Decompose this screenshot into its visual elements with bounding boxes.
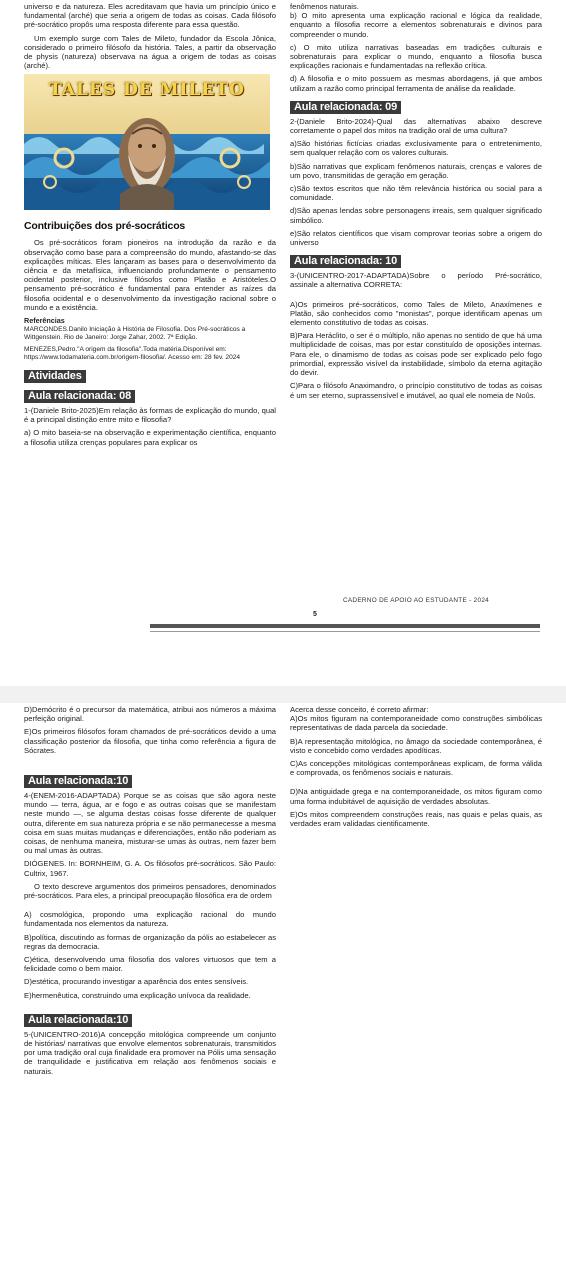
intro-paragraph-1: universo e da natureza. Eles acreditavam que havia um princípio único e fundamental (arché) que seria a origem de todas as coisas. Cada filósofo pré-socrático propôs uma resposta diferente para essa questão. (24, 2, 276, 30)
page-separator (0, 686, 566, 703)
question-4-option-b: B)política, discutindo as formas de organização da pólis ao estabelecer as regras da democracia. (24, 932, 276, 951)
activities-heading: Atividades (24, 370, 86, 383)
question-5-option-b: B)A representação mitológica, no âmago da sociedade contemporânea, é visto e concebido como verdades apodíticas. (290, 736, 542, 755)
question-1-option-a: a) O mito baseia-se na observação e experimentação científica, enquanto a filosofia utiliza crenças populares para explicar os (24, 428, 276, 447)
aula-08-heading: Aula relacionada: 08 (24, 390, 135, 403)
references-title: Referências (24, 316, 65, 326)
aula-10-heading-page2: Aula relacionada:10 (24, 775, 132, 788)
tales-de-mileto-banner (24, 74, 270, 210)
question-4-stem: O texto descreve argumentos dos primeiros pensadores, denominados pré-socráticos. Para eles, a principal preocupação filosófica era de ordem (24, 881, 276, 901)
question-4-option-e: E)hermenêutica, construindo uma explicação unívoca da realidade. (24, 990, 251, 1000)
footer-rule (150, 624, 540, 628)
question-5-option-c: C)As concepções mitológicas contemporâneas explicam, de forma válida e comprovada, os fenômenos sociais e naturais. (290, 759, 542, 778)
question-2-stem: 2-(Daniele Brito-2024)-Qual das alternativas abaixo descreve corretamente o papel dos mitos na tradição oral de uma cultura? (290, 116, 542, 136)
question-4-option-d: D)estética, procurando investigar a aparência dos entes sensíveis. (24, 977, 249, 987)
question-3-option-e: E)Os primeiros filósofos foram chamados de pré-socráticos devido a uma classificação posterior da filosofia, que tinha como referência a figura de Sócrates. (24, 727, 276, 755)
footer-rule-thin (150, 631, 540, 632)
question-1-option-a-continued: fenômenos naturais. (290, 2, 359, 11)
question-1-option-c: c) O mito utiliza narrativas baseadas em tradições culturais e sobrenaturais para explicar o mundo, enquanto a filosofia busca explicações racionais e fundamentadas na reflexão crítica. (290, 42, 542, 71)
reference-2: MENEZES,Pedro."A origem da filosofia".Toda matéria.Disponível em: https://www.todamateria.com.br/origem-filosofia/. Acesso em: 28 fev. 2024 (24, 346, 241, 362)
question-3-option-d: D)Demócrito é o precursor da matemática, atribui aos números a máxima perfeição original. (24, 705, 276, 724)
aula-09-heading: Aula relacionada: 09 (290, 101, 401, 114)
intro-paragraph-2: Um exemplo surge com Tales de Mileto, fundador da Escola Jônica, considerado o primeiro filósofo da história. Tales, a partir da observação de physis (natureza) observava na água a origem de todas as coisas (arché). (24, 33, 276, 71)
contributions-paragraph: Os pré-socráticos foram pioneiros na introdução da razão e da observação como base para a compreensão do mundo, afastando-se das explicações míticas. Eles lançaram as bases para o desenvolvimento da ciência e da metafísica, influenciando profundamente o pensamento ocidental posterior, inclusive filósofos como Platão e Aristóteles.O pensamento pré-socrático é fundamental para entender as raízes da filosofia ocidental e o desenvolvimento da investigação racional sobre o mundo e a existência. (24, 238, 276, 312)
question-3-option-a: A)Os primeiros pré-socráticos, como Tales de Mileto, Anaxímenes e Platão, são conhecidos como "monistas", porque identificam apenas um elemento constitutivo de todas as coisas. (290, 299, 542, 328)
question-4-text: 4-(ENEM-2016-ADAPTADA) Porque se as coisas que são agora neste mundo — terra, água, ar e fogo e as outras coisas que se manifestam neste mundo —, se alguma destas coisas fosse diferente de qualquer outra, diferente em sua natureza própria e se não permanecesse a mesma coisa em suas muitas mudanças e diferenciações, então não poderiam as coisas, de nenhuma maneira, misturar-se umas às outras, nem fazer bem ou mal umas às outras. (24, 791, 276, 856)
question-2-option-d: d)São apenas lendas sobre personagens irreais, sem qualquer significado simbólico. (290, 206, 542, 225)
question-5-text: 5-(UNICENTRO-2016)A concepção mitológica compreende um conjunto de histórias/ narrativas que envolve elementos sobrenaturais, transmitidos por uma tradição oral cuja finalidade era promover na Pólis uma sensação de tranquilidade e justificativa em relação aos fenômenos sociais e naturais. (24, 1029, 276, 1076)
question-4-option-c: C)ética, desenvolvendo uma filosofia dos valores virtuosos que tem a felicidade como o bem maior. (24, 955, 276, 974)
page1-left-column (24, 2, 276, 451)
question-4-option-a: A) cosmológica, propondo uma explicação racional do mundo fundamentada nos elementos da natureza. (24, 910, 276, 929)
banner-title: TALES DE MILETO (49, 80, 245, 101)
question-3-option-b: B)Para Heráclito, o ser é o múltiplo, não apenas no sentido de que há uma multiplicidade de coisas, mas por estar constituído de oposições internas. Para ele, o dinamismo de todas as coisas pode ser explicado pelo fogo primordial, expressão visível da instabilidade, símbolo da eterna agitação do devir. (290, 331, 542, 378)
question-2-option-c: c)São textos escritos que não têm relevância histórica ou social para a comunidade. (290, 184, 542, 203)
page2-left-column (24, 705, 276, 1080)
document-page-2 (0, 703, 566, 1284)
question-3-stem: 3-(UNICENTRO-2017-ADAPTADA)Sobre o período Pré-socrático, assinale a alternativa CORRETA: (290, 271, 542, 290)
page1-right-column (290, 2, 542, 404)
aula-10-heading-page2-b: Aula relacionada:10 (24, 1014, 132, 1027)
question-3-option-c: C)Para o filósofo Anaximandro, o princípio constitutivo de todas as coisas é um ser eterno, suprassensível e imutável, ao qual ele nomeia de Noûs. (290, 381, 542, 400)
question-2-option-b: b)São narrativas que explicam fenômenos naturais, crenças e valores de um povo, transmitidas de geração em geração. (290, 161, 542, 180)
question-5-option-e: E)Os mitos compreendem construções reais, nas quais e pelas quais, as verdades eram validadas cientificamente. (290, 809, 542, 829)
question-1-stem: 1-(Daniele Brito-2025)Em relação às formas de explicação do mundo, qual é a principal distinção entre mito e filosofia? (24, 406, 276, 425)
page2-right-column (290, 705, 542, 832)
question-1-option-d: d) A filosofia e o mito possuem as mesmas abordagens, já que ambos utilizam a razão como principal ferramenta de análise da realidade. (290, 74, 542, 93)
question-5-option-a: A)Os mitos figuram na contemporaneidade como construções simbólicas representativas de dada parcela da sociedade. (290, 714, 542, 733)
aula-10-heading: Aula relacionada: 10 (290, 255, 401, 268)
reference-1: MARCONDES.Danilo Iniciação à História de Filosofia. Dos Pré-socráticos a Wittgenstein. Rio de Janeiro: Jorge Zahar, 2002. 7ª Edição. (24, 326, 246, 342)
page-number: 5 (313, 611, 317, 618)
question-5-stem: Acerca desse conceito, é correto afirmar: (290, 705, 429, 714)
question-1-option-b: b) O mito apresenta uma explicação racional e lógica da realidade, enquanto a filosofia recorre a elementos sobrenaturais e divinos para compreender o mundo. (290, 11, 542, 39)
question-2-option-a: a)São histórias fictícias criadas exclusivamente para o entretenimento, sem qualquer relação com os valores culturais. (290, 139, 542, 158)
page-footer: CADERNO DE APOIO AO ESTUDANTE - 2024 (342, 597, 490, 604)
contributions-heading: Contribuições dos pré-socráticos (24, 220, 186, 233)
question-5-option-d: D)Na antiguidade grega e na contemporaneidade, os mitos figuram como uma forma indubitável de aquisição de verdades absolutas. (290, 787, 542, 806)
question-2-option-e: e)São relatos científicos que visam comprovar teorias sobre a origem do universo (290, 228, 542, 248)
question-4-source: DIÓGENES. In: BORNHEIM, G. A. Os filósofos pré-socráticos. São Paulo: Cultrix, 1967. (24, 859, 276, 878)
